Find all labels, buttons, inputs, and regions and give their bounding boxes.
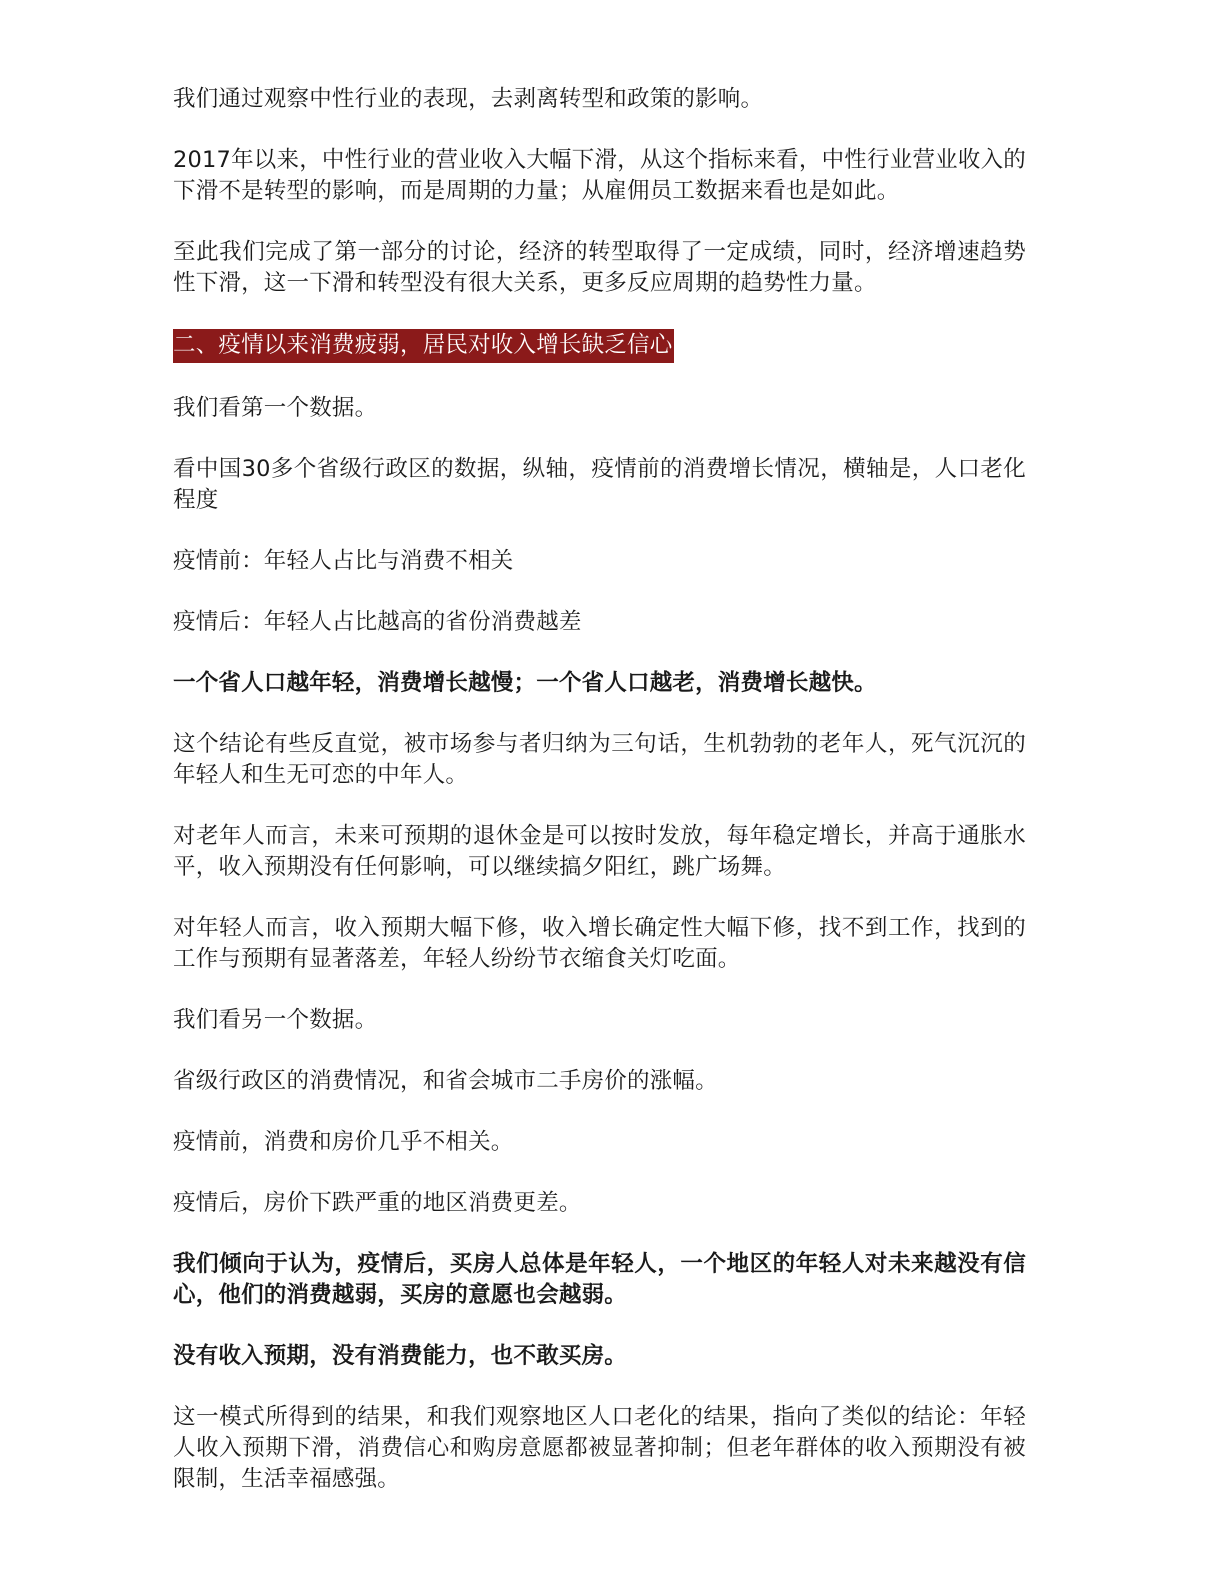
bold-paragraph: 没有收入预期，没有消费能力，也不敢买房。 [173, 1343, 628, 1369]
paragraph: 省级行政区的消费情况，和省会城市二手房价的涨幅。 [173, 1068, 718, 1094]
bold-paragraph: 一个省人口越年轻，消费增长越慢；一个省人口越老，消费增长越快。 [173, 670, 877, 696]
paragraph: 对老年人而言，未来可预期的退休金是可以按时发放，每年稳定增长，并高于通胀水平，收入预期没有任何影响，可以继续搞夕阳红，跳广场舞。 [173, 823, 1026, 880]
paragraph: 疫情后，房价下跌严重的地区消费更差。 [173, 1190, 582, 1216]
section-heading-wrapper [173, 329, 1026, 363]
paragraph: 看中国30多个省级行政区的数据，纵轴，疫情前的消费增长情况，横轴是，人口老化程度 [173, 456, 1026, 513]
paragraph: 我们看第一个数据。 [173, 395, 378, 421]
paragraph: 这一模式所得到的结果，和我们观察地区人口老化的结果，指向了类似的结论：年轻人收入预期下滑，消费信心和购房意愿都被显著抑制；但老年群体的收入预期没有被限制，生活幸福感强。 [173, 1404, 1026, 1492]
paragraph: 至此我们完成了第一部分的讨论，经济的转型取得了一定成绩，同时，经济增速趋势性下滑，这一下滑和转型没有很大关系，更多反应周期的趋势性力量。 [173, 239, 1026, 296]
bold-paragraph: 我们倾向于认为，疫情后，买房人总体是年轻人，一个地区的年轻人对未来越没有信心，他们的消费越弱，买房的意愿也会越弱。 [173, 1251, 1026, 1308]
paragraph: 我们通过观察中性行业的表现，去剥离转型和政策的影响。 [173, 86, 764, 112]
paragraph: 2017年以来，中性行业的营业收入大幅下滑，从这个指标来看，中性行业营业收入的下滑不是转型的影响，而是周期的力量；从雇佣员工数据来看也是如此。 [173, 147, 1026, 204]
paragraph: 对年轻人而言，收入预期大幅下修，收入增长确定性大幅下修，找不到工作，找到的工作与预期有显著落差，年轻人纷纷节衣缩食关灯吃面。 [173, 915, 1026, 972]
paragraph: 疫情后：年轻人占比越高的省份消费越差 [173, 609, 582, 635]
paragraph: 疫情前，消费和房价几乎不相关。 [173, 1129, 514, 1155]
paragraph: 我们看另一个数据。 [173, 1007, 378, 1033]
paragraph: 这个结论有些反直觉，被市场参与者归纳为三句话，生机勃勃的老年人，死气沉沉的年轻人和生无可恋的中年人。 [173, 731, 1026, 788]
section-heading: 二、疫情以来消费疲弱，居民对收入增长缺乏信心 [173, 329, 674, 363]
paragraph: 疫情前：年轻人占比与消费不相关 [173, 548, 514, 574]
